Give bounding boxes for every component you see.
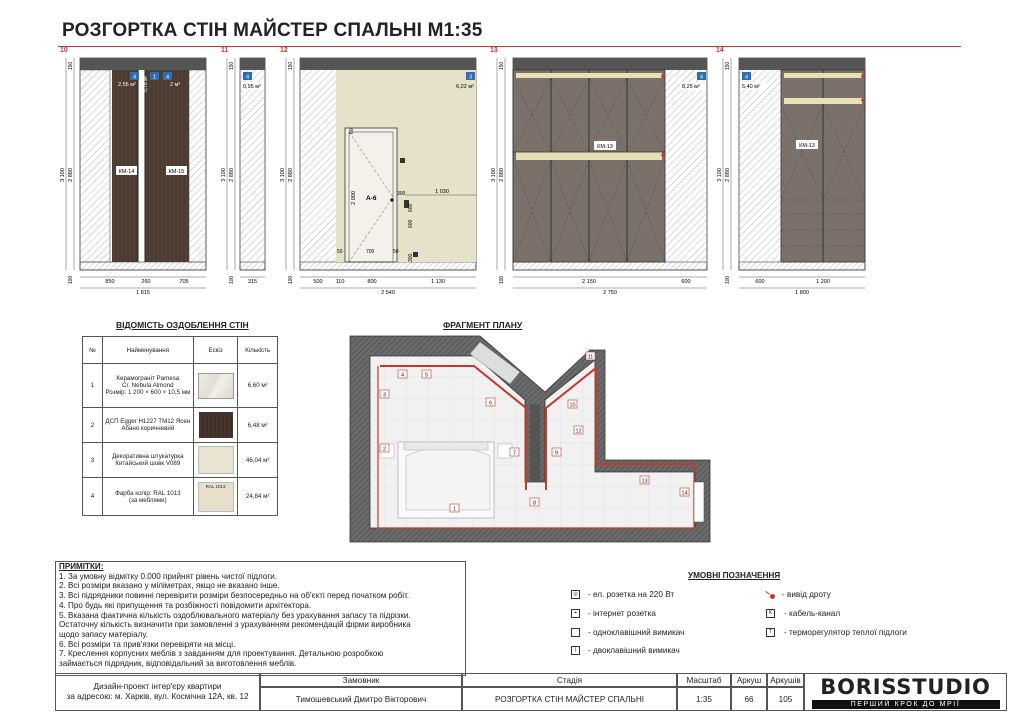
dimension: 1 815 bbox=[136, 290, 150, 296]
dimension: 600 bbox=[408, 203, 414, 212]
plan-marker: 3 bbox=[382, 392, 387, 399]
finish-tag: 3 bbox=[468, 74, 473, 81]
dimension: 2 150 bbox=[582, 279, 596, 285]
note-line: 2. Всі розміри вказано у міліметрах, якщо не вказано інше. bbox=[59, 581, 280, 591]
legend-item: - вивід дроту bbox=[766, 590, 831, 599]
cable-channel-icon: K bbox=[766, 609, 775, 618]
dimension: 1 200 bbox=[816, 279, 830, 285]
plan-marker: 5 bbox=[424, 372, 429, 379]
plan-marker: 10 bbox=[569, 402, 576, 409]
dimension: 110 bbox=[335, 279, 345, 285]
dimension: 50 bbox=[337, 249, 343, 255]
note-line: 6. Всі розміри та прив'язки перевіряти на місці. bbox=[59, 639, 236, 649]
plan-fragment bbox=[340, 332, 720, 552]
plan-marker: 2 bbox=[382, 446, 387, 453]
note-line: 4. Про будь які припущення та розбіжності повідомити архітектора. bbox=[59, 600, 312, 610]
sheet-header: Аркуш bbox=[731, 673, 767, 687]
finish-tag: 4 bbox=[245, 74, 250, 81]
dimension: 2 880 bbox=[725, 168, 731, 182]
dimension: 300 bbox=[408, 253, 414, 262]
stage-header: Стадія bbox=[462, 673, 677, 687]
dimension: 100 bbox=[229, 275, 235, 285]
plan-marker: 7 bbox=[512, 450, 517, 457]
dimension: 705 bbox=[179, 279, 189, 285]
wire-outlet-icon bbox=[766, 591, 775, 599]
plan-marker: 1 bbox=[452, 506, 457, 513]
furniture-label: КМ-13 bbox=[597, 144, 613, 150]
table-row bbox=[83, 478, 278, 516]
plan-heading: ФРАГМЕНТ ПЛАНУ bbox=[443, 320, 523, 330]
dimension: 1 130 bbox=[431, 279, 445, 285]
note-line: займається підрядник, відповідальний за виготовлення меблів. bbox=[59, 659, 297, 669]
row-name bbox=[102, 408, 193, 443]
finish-tag: 4 bbox=[699, 74, 704, 81]
name-line: Cr. Nebula Almond bbox=[122, 382, 174, 389]
area-label: 8,25 м² bbox=[682, 84, 700, 90]
name-line: Керамограніт Pamesa bbox=[116, 375, 180, 382]
furniture-label: КМ-14 bbox=[118, 169, 135, 175]
customer-header: Замовник bbox=[260, 673, 462, 687]
dimension: 150 bbox=[288, 61, 294, 71]
plan-marker: 11 bbox=[587, 354, 594, 361]
dimension: 260 bbox=[141, 279, 151, 285]
legend-item: - одноклавішний вимикач bbox=[571, 628, 684, 637]
dimension: 150 bbox=[229, 61, 235, 71]
notes-heading: ПРИМІТКИ: bbox=[59, 562, 104, 571]
finish-tag: 4 bbox=[744, 74, 749, 81]
table-row bbox=[83, 408, 278, 443]
finish-table bbox=[82, 336, 278, 516]
dimension: 50 bbox=[393, 249, 399, 255]
finish-tag: 4 bbox=[165, 74, 170, 81]
dimension: 2 540 bbox=[381, 290, 395, 296]
row-qty: 46,04 м² bbox=[238, 443, 278, 478]
finish-tag: 4 bbox=[132, 74, 137, 81]
brand-slogan: ПЕРШИЙ КРОК ДО МРІЇ bbox=[812, 700, 1000, 709]
dimension: 300 bbox=[397, 191, 406, 197]
legend-item: K - кабель-канал bbox=[766, 609, 840, 618]
note-line: 1. За умовну відмітку 0.000 прийнят рівень чистої підлоги. bbox=[59, 571, 278, 581]
note-line: Остаточну кількість визначити при замовленні з урахуванням рекомендацій фірми виробника bbox=[59, 620, 411, 630]
dimension: 315 bbox=[247, 279, 258, 285]
elevation-11 bbox=[221, 58, 265, 285]
plan-marker: 14 bbox=[681, 490, 688, 497]
door-label: А-6 bbox=[366, 195, 377, 202]
finish-tag: 1 bbox=[152, 74, 157, 81]
plan-marker: 12 bbox=[575, 428, 582, 435]
row-qty: 6,48 м² bbox=[238, 408, 278, 443]
elevation-number-13: 13 bbox=[490, 47, 498, 54]
project-cell bbox=[55, 673, 260, 711]
dimension: 2 000 bbox=[351, 191, 357, 205]
single-switch-icon bbox=[571, 628, 580, 637]
elevation-14 bbox=[717, 58, 865, 296]
row-name bbox=[102, 478, 193, 516]
area-label: 0,78 м² bbox=[143, 75, 149, 92]
internet-socket-icon: ⌖ bbox=[571, 609, 580, 618]
name-line: Китайський шовк V089 bbox=[115, 460, 181, 467]
dimension: 3 100 bbox=[280, 168, 286, 182]
elevation-number-10: 10 bbox=[60, 47, 68, 54]
dimension: 3 100 bbox=[717, 168, 723, 182]
elevation-number-11: 11 bbox=[221, 47, 229, 54]
dimension: 600 bbox=[755, 279, 765, 285]
legend-item: | - двоклавішний вимикач bbox=[571, 646, 680, 655]
elevation-number-14: 14 bbox=[716, 47, 724, 54]
sheet-title: РОЗГОРТКА СТІН МАЙСТЕР СПАЛЬНІ М1:35 bbox=[62, 20, 483, 41]
legend-item: T - терморегулятор теплої підлоги bbox=[766, 628, 907, 637]
dimension: 2 880 bbox=[499, 168, 505, 182]
dimension: 100 bbox=[288, 275, 294, 285]
dimension: 600 bbox=[408, 219, 414, 228]
name-line: Декоративна штукатурка bbox=[112, 453, 184, 460]
elevation-10 bbox=[60, 58, 206, 296]
legend-heading: УМОВНІ ПОЗНАЧЕННЯ bbox=[688, 571, 781, 580]
dimension: 3 100 bbox=[60, 168, 66, 182]
dimension: 700 bbox=[366, 249, 375, 255]
name-line: Розмір: 1 200 × 600 × 10,5 мм bbox=[105, 389, 191, 396]
elevation-13 bbox=[491, 58, 707, 296]
dimension: 2 880 bbox=[288, 168, 294, 182]
area-label: 5,40 м² bbox=[742, 84, 760, 90]
name-line: (за меблями) bbox=[128, 496, 167, 504]
material-swatch: RAL 1013 bbox=[193, 478, 238, 516]
col-header: Найменування bbox=[102, 337, 193, 364]
brand-cell bbox=[804, 673, 1007, 711]
material-swatch bbox=[193, 408, 238, 443]
dimension: 2 750 bbox=[603, 290, 617, 296]
name-line: Абано коричневий bbox=[121, 425, 175, 432]
scale-value: 1:35 bbox=[677, 687, 731, 711]
plan-marker: 9 bbox=[554, 450, 559, 457]
wall-elevations bbox=[0, 0, 1024, 300]
area-label: 6,22 м² bbox=[456, 84, 474, 90]
project-line: за адресою: м. Харків, вул. Космічна 12А, кв. 12 bbox=[66, 692, 249, 701]
dimension: 600 bbox=[681, 279, 691, 285]
name-line: ДСП Egger H1227 TM12 Ясен bbox=[105, 418, 191, 425]
dimension: 1 800 bbox=[795, 290, 809, 296]
row-name bbox=[102, 443, 193, 478]
project-line: Дизайн-проект інтер'єру квартири bbox=[93, 682, 222, 691]
table-row bbox=[83, 443, 278, 478]
customer-value: Тимошевський Дмитро Вікторович bbox=[260, 687, 462, 711]
dimension: 800 bbox=[367, 279, 377, 285]
sheets-value: 105 bbox=[767, 687, 804, 711]
material-swatch bbox=[193, 443, 238, 478]
stage-value: РОЗГОРТКА СТІН МАЙСТЕР СПАЛЬНІ bbox=[462, 687, 677, 711]
dimension: 2 880 bbox=[229, 168, 235, 182]
title-block bbox=[55, 673, 1007, 711]
table-header-row bbox=[83, 337, 278, 364]
sheet-value: 66 bbox=[731, 687, 767, 711]
thermostat-icon: T bbox=[766, 628, 775, 637]
row-number: 1 bbox=[83, 364, 103, 408]
col-header: Ескіз bbox=[193, 337, 238, 364]
elevation-12 bbox=[280, 58, 476, 296]
dimension: 100 bbox=[499, 275, 505, 285]
row-number: 4 bbox=[83, 478, 103, 516]
dimension: 150 bbox=[68, 61, 74, 71]
plan-marker: 13 bbox=[641, 478, 648, 485]
dimension: 500 bbox=[313, 279, 323, 285]
row-qty: 24,84 м² bbox=[238, 478, 278, 516]
row-qty: 6,60 м² bbox=[238, 364, 278, 408]
dimension: 2 880 bbox=[68, 168, 74, 182]
sheets-header: Аркушів bbox=[767, 673, 804, 687]
furniture-label: КМ-15 bbox=[168, 169, 185, 175]
plan-marker: 8 bbox=[532, 500, 537, 507]
note-line: 7. Креслення корпусних меблів з завданням для проектування. Детальною розробкою bbox=[59, 649, 384, 659]
brand-logo: BORISSTUDIO bbox=[820, 675, 991, 699]
material-swatch bbox=[193, 364, 238, 408]
dimension: 3 100 bbox=[491, 168, 497, 182]
legend-item: ◎ - ел. розетка на 220 Вт bbox=[571, 590, 674, 599]
notes-box bbox=[55, 561, 466, 676]
col-header: Кількість bbox=[238, 337, 278, 364]
row-number: 2 bbox=[83, 408, 103, 443]
legend-item: ⌖ - інтернет розетка bbox=[571, 609, 656, 618]
plan-marker: 6 bbox=[488, 400, 493, 407]
row-number: 3 bbox=[83, 443, 103, 478]
scale-header: Масштаб bbox=[677, 673, 731, 687]
plan-marker: 4 bbox=[400, 372, 405, 379]
elevation-number-12: 12 bbox=[280, 47, 288, 54]
dimension: 3 100 bbox=[221, 168, 227, 182]
dimension: 1 030 bbox=[435, 189, 449, 195]
finish-table-heading: ВІДОМІСТЬ ОЗДОБЛЕННЯ СТІН bbox=[116, 320, 249, 330]
note-line: 5. Вказана фактична кількість оздоблювального матеріалу без урахування запасу та підрізки. bbox=[59, 610, 411, 620]
dimension: 60 bbox=[349, 128, 355, 134]
table-row bbox=[83, 364, 278, 408]
socket-icon: ◎ bbox=[571, 590, 580, 599]
name-line: Фарба колір: RAL 1013 bbox=[115, 489, 181, 497]
col-header: № bbox=[83, 337, 103, 364]
area-label: 2,55 м² bbox=[118, 82, 136, 88]
dimension: 150 bbox=[725, 61, 731, 71]
note-line: 3. Всі підрядники повинні перевірити розміри безпосередньо на об'єкті перед початком робіт. bbox=[59, 591, 410, 601]
dimension: 100 bbox=[68, 275, 74, 285]
dimension: 100 bbox=[725, 275, 731, 285]
row-name bbox=[102, 364, 193, 408]
dimension: 850 bbox=[105, 279, 115, 285]
note-line: щодо запасу матеріалу. bbox=[59, 629, 148, 639]
double-switch-icon: | bbox=[571, 646, 580, 655]
area-label: 2 м² bbox=[170, 82, 181, 88]
furniture-label: КМ-13 bbox=[799, 143, 815, 149]
area-label: 0,95 м² bbox=[243, 84, 261, 90]
dimension: 150 bbox=[499, 61, 505, 71]
